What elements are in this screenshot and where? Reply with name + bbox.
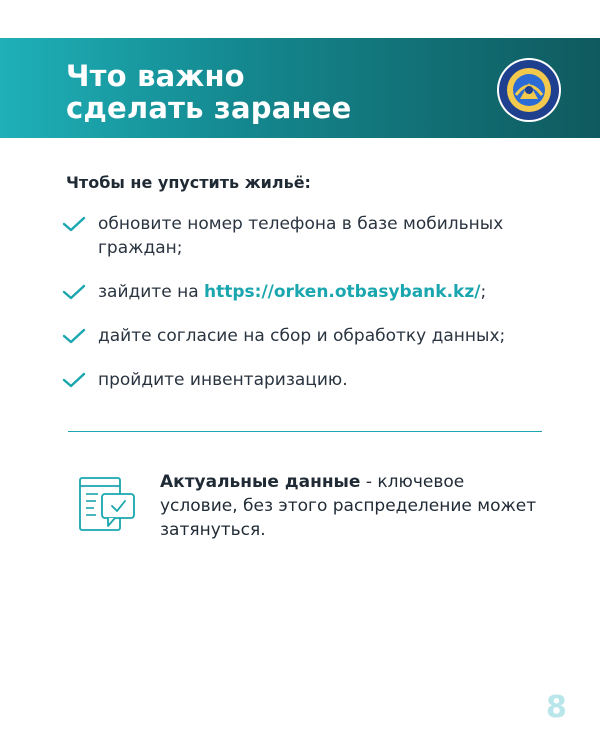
checklist-heading: Чтобы не упустить жильё:: [66, 173, 311, 192]
list-item-text: пройдите инвентаризацию.: [98, 370, 348, 390]
section-divider: [68, 431, 542, 432]
key-note-bold: Актуальные данные: [160, 472, 361, 492]
key-note: [160, 470, 540, 542]
list-item-text: дайте согласие на сбор и обработку данных;: [98, 326, 506, 346]
page-title: [66, 60, 351, 124]
list-item-text-suffix: ;: [480, 282, 487, 302]
list-item-text-prefix: зайдите на: [98, 282, 205, 302]
checklist: [62, 212, 562, 392]
check-icon: [62, 328, 86, 344]
check-icon: [62, 216, 86, 232]
list-item-text: обновите номер телефона в базе мобильных граждан;: [98, 214, 504, 258]
page-title-line2: сделать заранее: [66, 91, 352, 125]
page-number: 8: [546, 690, 567, 725]
header-banner: [0, 38, 600, 138]
list-item: [62, 280, 562, 304]
key-note-text: - ключевое условие, без этого распределение может затянуться.: [160, 472, 537, 540]
check-icon: [62, 284, 86, 300]
document-check-icon: [78, 476, 140, 534]
list-item: [62, 368, 562, 392]
list-item: [62, 324, 562, 348]
list-item: [62, 212, 562, 260]
regional-emblem-icon: [496, 57, 562, 123]
check-icon: [62, 372, 86, 388]
page-title-line1: Что важно: [66, 59, 245, 93]
otbasybank-link[interactable]: https://orken.otbasybank.kz/: [204, 282, 481, 302]
